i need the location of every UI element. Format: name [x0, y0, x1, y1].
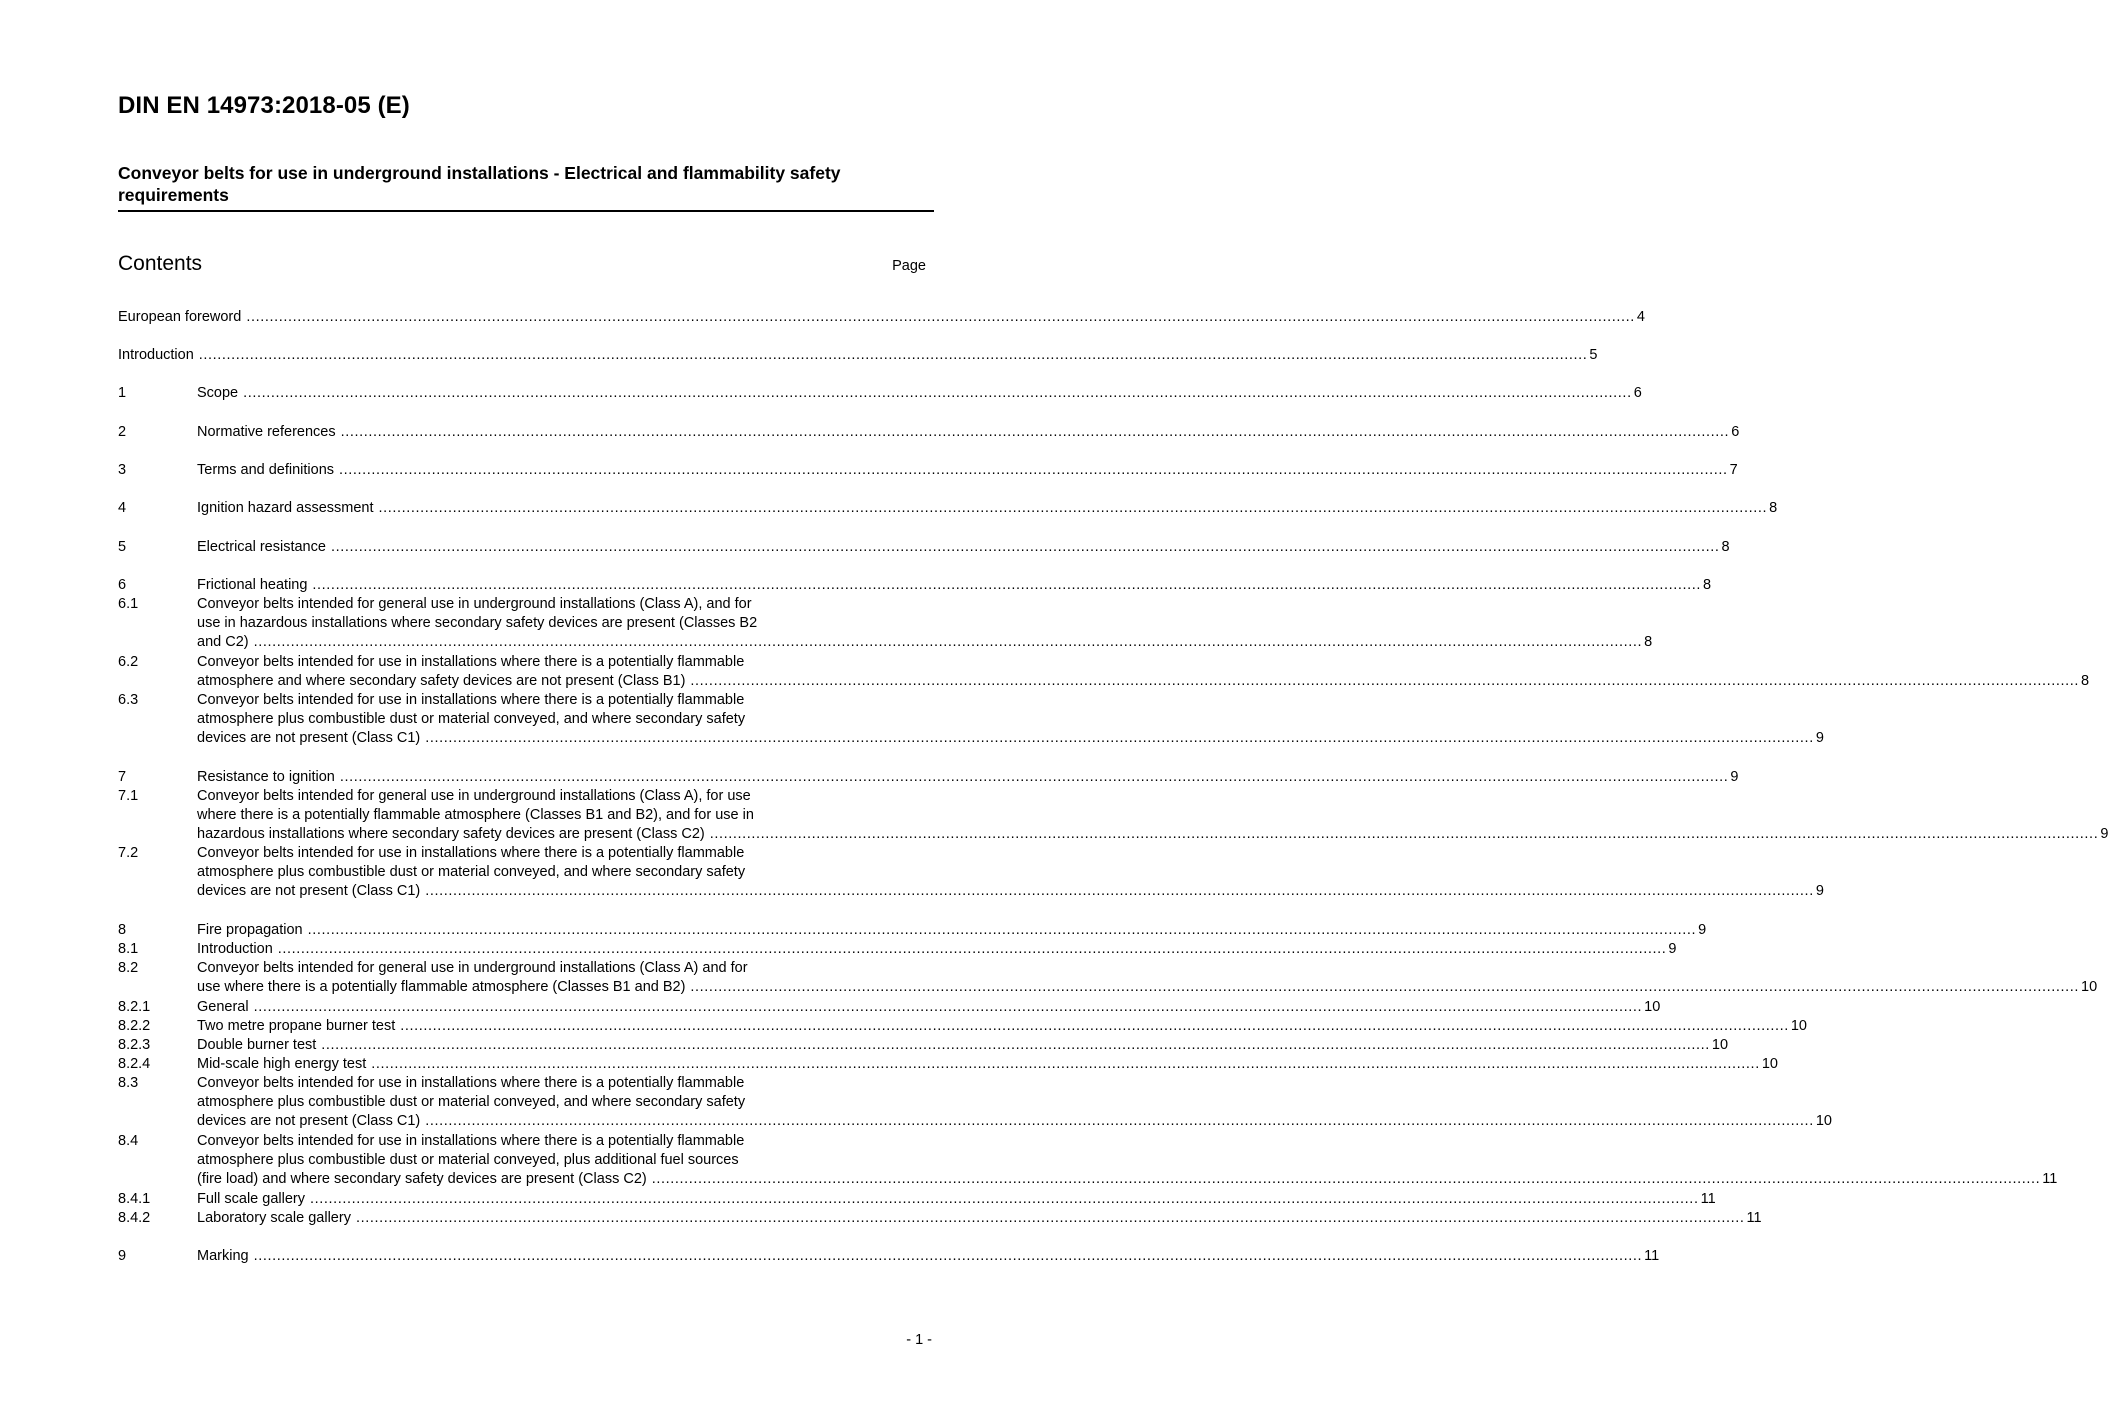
toc-entry-number: 7.1 [118, 788, 139, 804]
toc-entry-number: 6.2 [118, 654, 139, 670]
toc-entry-number: 9 [118, 1248, 127, 1264]
toc-entry-title: Marking [197, 1248, 249, 1264]
toc-page-number: 5 [1589, 347, 1598, 363]
toc-entry-number: 6 [118, 577, 127, 593]
toc-entry-number: 8.3 [118, 1075, 139, 1091]
toc-dot-leader: ............................................................................................................................................................................................................................................................................................................ [651, 1171, 2041, 1188]
toc-entry-title: Scope [197, 385, 239, 401]
toc-entry-number: 8.2 [118, 960, 139, 976]
toc-entry[interactable] [118, 844, 1824, 902]
toc-page-number: 8 [1703, 577, 1712, 593]
toc-dot-leader: ............................................................................................................................................................................................................................................................................................................ [400, 1018, 1789, 1034]
toc-entry-title: atmosphere plus combustible dust or material conveyed, and where secondary safety [197, 864, 746, 881]
toc-entry[interactable] [118, 959, 2098, 997]
toc-entry-number: 6.1 [118, 596, 139, 612]
toc-entry-title: atmosphere plus combustible dust or material conveyed, and where secondary safety [197, 1094, 746, 1111]
contents-heading: Contents [118, 252, 203, 275]
toc-dot-leader: ............................................................................................................................................................................................................................................................................................................ [312, 577, 1701, 593]
toc-page-number: 11 [1746, 1210, 1762, 1226]
toc-dot-leader: ............................................................................................................................................................................................................................................................................................................ [307, 922, 1697, 938]
page-column-heading: Page [892, 258, 926, 274]
toc-entry-title: Introduction [197, 941, 273, 957]
toc-dot-leader: ............................................................................................................................................................................................................................................................................................................ [321, 1037, 1710, 1053]
toc-entry-title: General [197, 999, 249, 1015]
toc-page-number: 9 [1815, 730, 1824, 747]
toc-entry[interactable] [118, 998, 1661, 1017]
toc-entry-title: use in hazardous installations where secondary safety devices are present (Classes B2 [197, 615, 758, 632]
toc-entry-title: Conveyor belts intended for use in installations where there is a potentially flammable [197, 845, 745, 861]
toc-entry-title: Double burner test [197, 1037, 317, 1053]
toc-entry[interactable] [118, 461, 1738, 480]
toc-entry-title: Ignition hazard assessment [197, 500, 374, 516]
toc-entry[interactable] [118, 787, 2108, 845]
toc-entry[interactable] [118, 1074, 1832, 1132]
toc-page-number: 10 [1711, 1037, 1729, 1053]
toc-page-number: 9 [1668, 941, 1677, 957]
toc-entry[interactable] [118, 921, 1707, 940]
toc-entry-title: Frictional heating [197, 577, 308, 593]
toc-entry-title: atmosphere plus combustible dust or material conveyed, and where secondary safety [197, 711, 746, 728]
toc-entry-number: 7.2 [118, 845, 139, 861]
toc-dot-leader: ............................................................................................................................................................................................................................................................................................................ [246, 309, 1635, 325]
document-title: Conveyor belts for use in underground installations - Electrical and flammability safety requirements [118, 163, 841, 205]
toc-page-number: 11 [1644, 1248, 1660, 1264]
toc-entry-title: devices are not present (Class C1) [197, 883, 421, 900]
toc-dot-leader: ............................................................................................................................................................................................................................................................................................................ [690, 673, 2079, 690]
toc-page-number: 9 [2100, 826, 2108, 843]
toc-page-number: 6 [1731, 424, 1740, 440]
toc-dot-leader: ............................................................................................................................................................................................................................................................................................................ [277, 941, 1667, 957]
toc-entry[interactable] [118, 499, 1778, 518]
toc-entry[interactable] [118, 538, 1730, 557]
toc-entry-title: Two metre propane burner test [197, 1018, 396, 1034]
toc-page-number: 11 [1700, 1191, 1716, 1207]
toc-dot-leader: ............................................................................................................................................................................................................................................................................................................ [330, 539, 1720, 555]
toc-page-number: 4 [1636, 309, 1645, 325]
toc-entry[interactable] [118, 1209, 1762, 1228]
toc-page-number: 10 [1790, 1018, 1807, 1034]
toc-entry-title: Resistance to ignition [197, 769, 335, 785]
toc-dot-leader: ............................................................................................................................................................................................................................................................................................................ [339, 462, 1728, 478]
toc-dot-leader: ............................................................................................................................................................................................................................................................................................................ [339, 769, 1729, 785]
toc-dot-leader: ............................................................................................................................................................................................................................................................................................................ [310, 1191, 1699, 1207]
toc-entry-number: 3 [118, 462, 127, 478]
toc-entry-title: devices are not present (Class C1) [197, 1113, 421, 1130]
toc-page-number: 8 [1769, 500, 1778, 516]
toc-entry-number: 7 [118, 769, 127, 785]
toc-entry-number: 8.2.3 [118, 1037, 151, 1053]
toc-entry[interactable] [118, 1190, 1716, 1209]
toc-page-number: 9 [1730, 769, 1739, 785]
toc-entry[interactable] [118, 384, 1642, 403]
toc-page-number: 9 [1815, 883, 1824, 900]
toc-entry-title: devices are not present (Class C1) [197, 730, 421, 747]
toc-dot-leader: ............................................................................................................................................................................................................................................................................................................ [690, 979, 2079, 996]
toc-entry-title: atmosphere plus combustible dust or material conveyed, plus additional fuel sources [197, 1152, 739, 1169]
toc-entry-number: 8.4.2 [118, 1210, 151, 1226]
toc-page-number: 10 [1761, 1056, 1778, 1072]
toc-entry-number: 5 [118, 539, 127, 555]
toc-page-number: 10 [1815, 1113, 1832, 1130]
toc-entry-number: 6.3 [118, 692, 139, 708]
toc-entry-title: Conveyor belts intended for use in installations where there is a potentially flammable [197, 1133, 745, 1149]
toc-entry-title: Normative references [197, 424, 336, 440]
toc-entry-title: Laboratory scale gallery [197, 1210, 351, 1226]
toc-entry[interactable] [118, 1247, 1660, 1266]
toc-entry[interactable] [118, 768, 1739, 787]
toc-entry[interactable] [118, 308, 1645, 327]
toc-entry-number: 8 [118, 922, 127, 938]
toc-entry-title: Full scale gallery [197, 1191, 305, 1207]
toc-entry-title: Conveyor belts intended for use in installations where there is a potentially flammable [197, 692, 745, 708]
toc-entry[interactable] [118, 691, 1824, 749]
toc-dot-leader: ............................................................................................................................................................................................................................................................................................................ [371, 1056, 1760, 1072]
toc-entry[interactable] [118, 423, 1740, 442]
toc-dot-leader: ............................................................................................................................................................................................................................................................................................................ [253, 1248, 1643, 1264]
toc-entry-title: Electrical resistance [197, 539, 326, 555]
toc-dot-leader: ............................................................................................................................................................................................................................................................................................................ [425, 883, 1814, 900]
toc-entry-number: 4 [118, 500, 127, 516]
toc-entry-title: (fire load) and where secondary safety devices are present (Class C2) [197, 1171, 647, 1188]
toc-page-number: 11 [2042, 1171, 2058, 1188]
toc-entry-number: 8.1 [118, 941, 139, 957]
toc-page-number: 8 [2081, 673, 2090, 690]
toc-entry-number: 2 [118, 424, 127, 440]
toc-page-number: 6 [1633, 385, 1642, 401]
toc-dot-leader: ............................................................................................................................................................................................................................................................................................................ [355, 1210, 1745, 1226]
toc-entry-title: Fire propagation [197, 922, 303, 938]
toc-dot-leader: ............................................................................................................................................................................................................................................................................................................ [243, 385, 1632, 401]
toc-page-number: 10 [2081, 979, 2098, 996]
toc-page-number: 7 [1729, 462, 1738, 478]
toc-entry[interactable] [118, 1017, 1807, 1036]
toc-entry-title: Conveyor belts intended for general use in underground installations (Class A) and for [197, 960, 748, 976]
toc-entry-number: 8.2.4 [118, 1056, 151, 1072]
toc-entry-title: use where there is a potentially flammable atmosphere (Classes B1 and B2) [197, 979, 686, 996]
toc-page-number: 8 [1721, 539, 1730, 555]
toc-entry[interactable] [118, 1055, 1778, 1074]
toc-dot-leader: ............................................................................................................................................................................................................................................................................................................ [425, 730, 1814, 747]
toc-entry-number: 8.2.2 [118, 1018, 151, 1034]
toc-entry-title: European foreword [118, 309, 242, 325]
toc-entry-title: Introduction [118, 347, 194, 363]
document-id: DIN EN 14973:2018-05 (E) [118, 92, 410, 119]
toc-entry-title: Conveyor belts intended for use in installations where there is a potentially flammable [197, 1075, 745, 1091]
toc-entry[interactable] [118, 653, 2090, 691]
title-underline [118, 210, 934, 212]
toc-dot-leader: ............................................................................................................................................................................................................................................................................................................ [253, 634, 1643, 651]
toc-page-number: 10 [1644, 999, 1661, 1015]
toc-entry-title: and C2) [197, 634, 249, 651]
toc-entry-title: atmosphere and where secondary safety devices are not present (Class B1) [197, 673, 686, 690]
toc-entry-number: 1 [118, 385, 127, 401]
toc-entry[interactable] [118, 595, 1653, 653]
toc-entry[interactable] [118, 346, 1598, 365]
toc-entry[interactable] [118, 940, 1677, 959]
toc-dot-leader: ............................................................................................................................................................................................................................................................................................................ [425, 1113, 1814, 1130]
toc-entry-title: Mid-scale high energy test [197, 1056, 367, 1072]
page-number: - 1 - [906, 1332, 932, 1348]
toc-entry-number: 8.4.1 [118, 1191, 151, 1207]
toc-dot-leader: ............................................................................................................................................................................................................................................................................................................ [198, 347, 1588, 363]
toc-dot-leader: ............................................................................................................................................................................................................................................................................................................ [709, 826, 2099, 843]
toc-entry-number: 8.2.1 [118, 999, 151, 1015]
toc-entry[interactable] [118, 1132, 2058, 1190]
toc-entry-number: 8.4 [118, 1133, 139, 1149]
toc-entry[interactable] [118, 1036, 1729, 1055]
toc-dot-leader: ............................................................................................................................................................................................................................................................................................................ [340, 424, 1730, 440]
toc-dot-leader: ............................................................................................................................................................................................................................................................................................................ [378, 500, 1768, 516]
toc-dot-leader: ............................................................................................................................................................................................................................................................................................................ [253, 999, 1643, 1015]
toc-entry[interactable] [118, 576, 1712, 595]
toc-page-number: 8 [1644, 634, 1653, 651]
toc-entry-title: hazardous installations where secondary safety devices are present (Class C2) [197, 826, 705, 843]
toc-entry-title: Terms and definitions [197, 462, 335, 478]
toc-entry-title: Conveyor belts intended for general use in underground installations (Class A), for use [197, 788, 751, 804]
toc-entry-title: Conveyor belts intended for general use in underground installations (Class A), and for [197, 596, 752, 612]
toc-entry-title: where there is a potentially flammable atmosphere (Classes B1 and B2), and for use in [197, 807, 754, 824]
toc-page-number: 9 [1698, 922, 1707, 938]
toc-entry-title: Conveyor belts intended for use in installations where there is a potentially flammable [197, 654, 745, 670]
